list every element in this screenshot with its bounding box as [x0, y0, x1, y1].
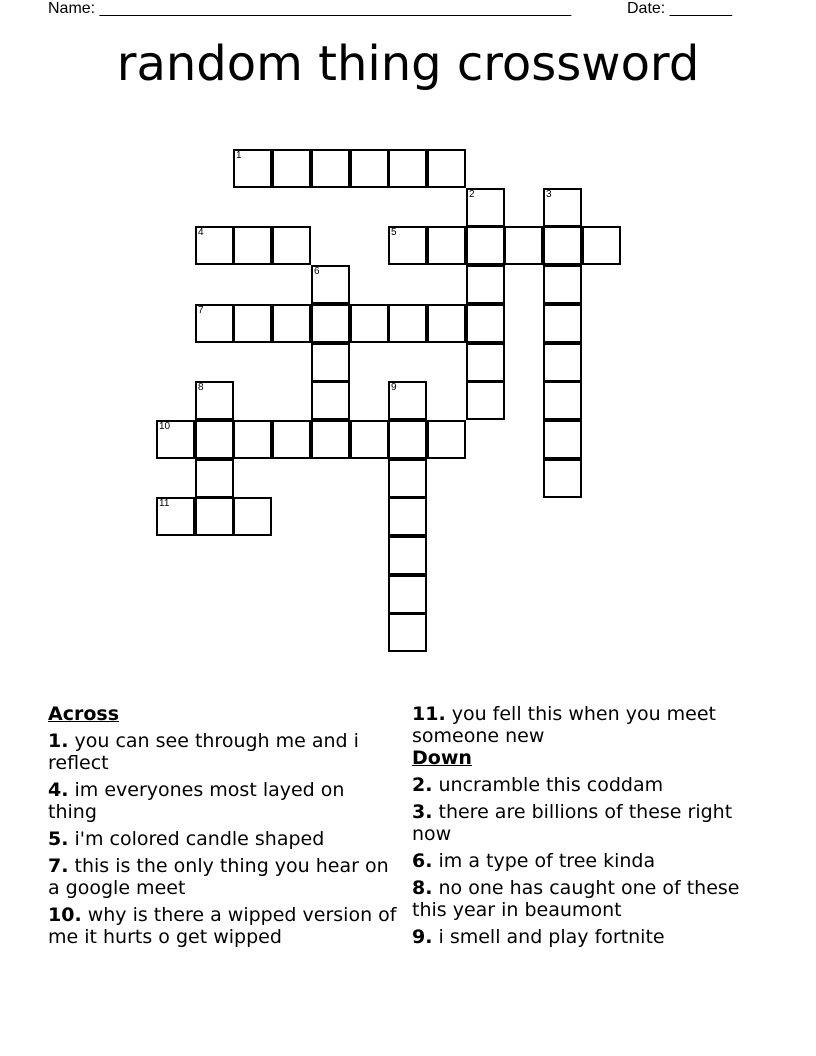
clue-down-6: 6. im a type of tree kinda	[412, 850, 656, 872]
clue-number: 11	[159, 498, 170, 509]
grid-cell[interactable]	[388, 420, 427, 459]
grid-cell[interactable]	[311, 381, 350, 420]
grid-cell[interactable]	[311, 304, 350, 343]
grid-cell[interactable]	[543, 459, 582, 498]
grid-cell[interactable]	[233, 226, 272, 265]
clue-across-10: 10. why is there a wipped version of me it hurts o get wipped	[48, 904, 397, 948]
grid-cell[interactable]	[388, 381, 427, 420]
grid-cell[interactable]	[388, 613, 427, 652]
grid-cell[interactable]	[427, 149, 466, 188]
grid-cell[interactable]	[350, 420, 389, 459]
grid-cell[interactable]	[311, 265, 350, 304]
grid-cell[interactable]	[543, 304, 582, 343]
grid-cell[interactable]	[427, 226, 466, 265]
date-field: Date: _______	[627, 0, 732, 17]
grid-cell[interactable]	[388, 536, 427, 575]
grid-cell[interactable]	[543, 265, 582, 304]
grid-cell[interactable]	[504, 226, 543, 265]
grid-cell[interactable]	[466, 343, 505, 382]
grid-cell[interactable]	[156, 497, 195, 536]
clue-number: 9	[391, 382, 397, 393]
grid-cell[interactable]	[388, 149, 427, 188]
clues-column-left	[48, 703, 398, 953]
grid-cell[interactable]	[195, 226, 234, 265]
grid-cell[interactable]	[388, 575, 427, 614]
grid-cell[interactable]	[272, 420, 311, 459]
clue-across-1: 1. you can see through me and i reflect	[48, 730, 359, 774]
grid-cell[interactable]	[233, 497, 272, 536]
grid-cell[interactable]	[195, 304, 234, 343]
page-title: random thing crossword	[116, 36, 700, 92]
grid-cell[interactable]	[311, 343, 350, 382]
grid-cell[interactable]	[195, 497, 234, 536]
clue-number: 6	[314, 266, 320, 277]
clue-number: 4	[198, 227, 204, 238]
grid-cell[interactable]	[388, 459, 427, 498]
grid-cell[interactable]	[311, 149, 350, 188]
grid-cell[interactable]	[388, 226, 427, 265]
clue-number: 2	[469, 189, 475, 200]
grid-cell[interactable]	[350, 304, 389, 343]
grid-cell[interactable]	[543, 188, 582, 227]
grid-cell[interactable]	[311, 420, 350, 459]
clue-down-8: 8. no one has caught one of these this year in beaumont	[412, 877, 740, 921]
clue-number: 7	[198, 305, 204, 316]
grid-cell[interactable]	[582, 226, 621, 265]
grid-cell[interactable]	[272, 304, 311, 343]
clue-across-5: 5. i'm colored candle shaped	[48, 828, 325, 850]
grid-cell[interactable]	[233, 149, 272, 188]
grid-cell[interactable]	[156, 420, 195, 459]
grid-cell[interactable]	[466, 381, 505, 420]
grid-cell[interactable]	[543, 381, 582, 420]
grid-cell[interactable]	[195, 381, 234, 420]
grid-cell[interactable]	[427, 420, 466, 459]
grid-cell[interactable]	[233, 304, 272, 343]
clue-number: 10	[159, 421, 171, 432]
clue-down-3: 3. there are billions of these right now	[412, 801, 733, 845]
name-field: Name: _____________________________________________________	[48, 0, 572, 17]
clue-number: 5	[391, 227, 397, 238]
grid-cell[interactable]	[466, 226, 505, 265]
clue-across-7: 7. this is the only thing you hear on a google meet	[48, 855, 389, 899]
grid-cell[interactable]	[543, 343, 582, 382]
clue-number: 1	[236, 150, 242, 161]
grid-cell[interactable]	[272, 149, 311, 188]
grid-cell[interactable]	[466, 304, 505, 343]
across-heading: Across	[48, 703, 120, 725]
grid-cell[interactable]	[427, 304, 466, 343]
grid-cell[interactable]	[543, 226, 582, 265]
grid-cell[interactable]	[466, 188, 505, 227]
grid-cell[interactable]	[543, 420, 582, 459]
clue-across-11: 11. you fell this when you meet someone new	[412, 703, 716, 747]
grid-cell[interactable]	[272, 226, 311, 265]
grid-cell[interactable]	[195, 420, 234, 459]
grid-cell[interactable]	[350, 149, 389, 188]
grid-cell[interactable]	[195, 459, 234, 498]
grid-cell[interactable]	[466, 265, 505, 304]
clue-down-9: 9. i smell and play fortnite	[412, 926, 665, 948]
clues-column-right	[412, 703, 762, 953]
grid-cell[interactable]	[388, 497, 427, 536]
down-heading: Down	[412, 747, 472, 769]
grid-cell[interactable]	[233, 420, 272, 459]
grid-cell[interactable]	[388, 304, 427, 343]
clue-number: 8	[198, 382, 204, 393]
clue-number: 3	[546, 189, 552, 200]
clue-across-4: 4. im everyones most layed on thing	[48, 779, 345, 823]
clue-down-2: 2. uncramble this coddam	[412, 774, 664, 796]
